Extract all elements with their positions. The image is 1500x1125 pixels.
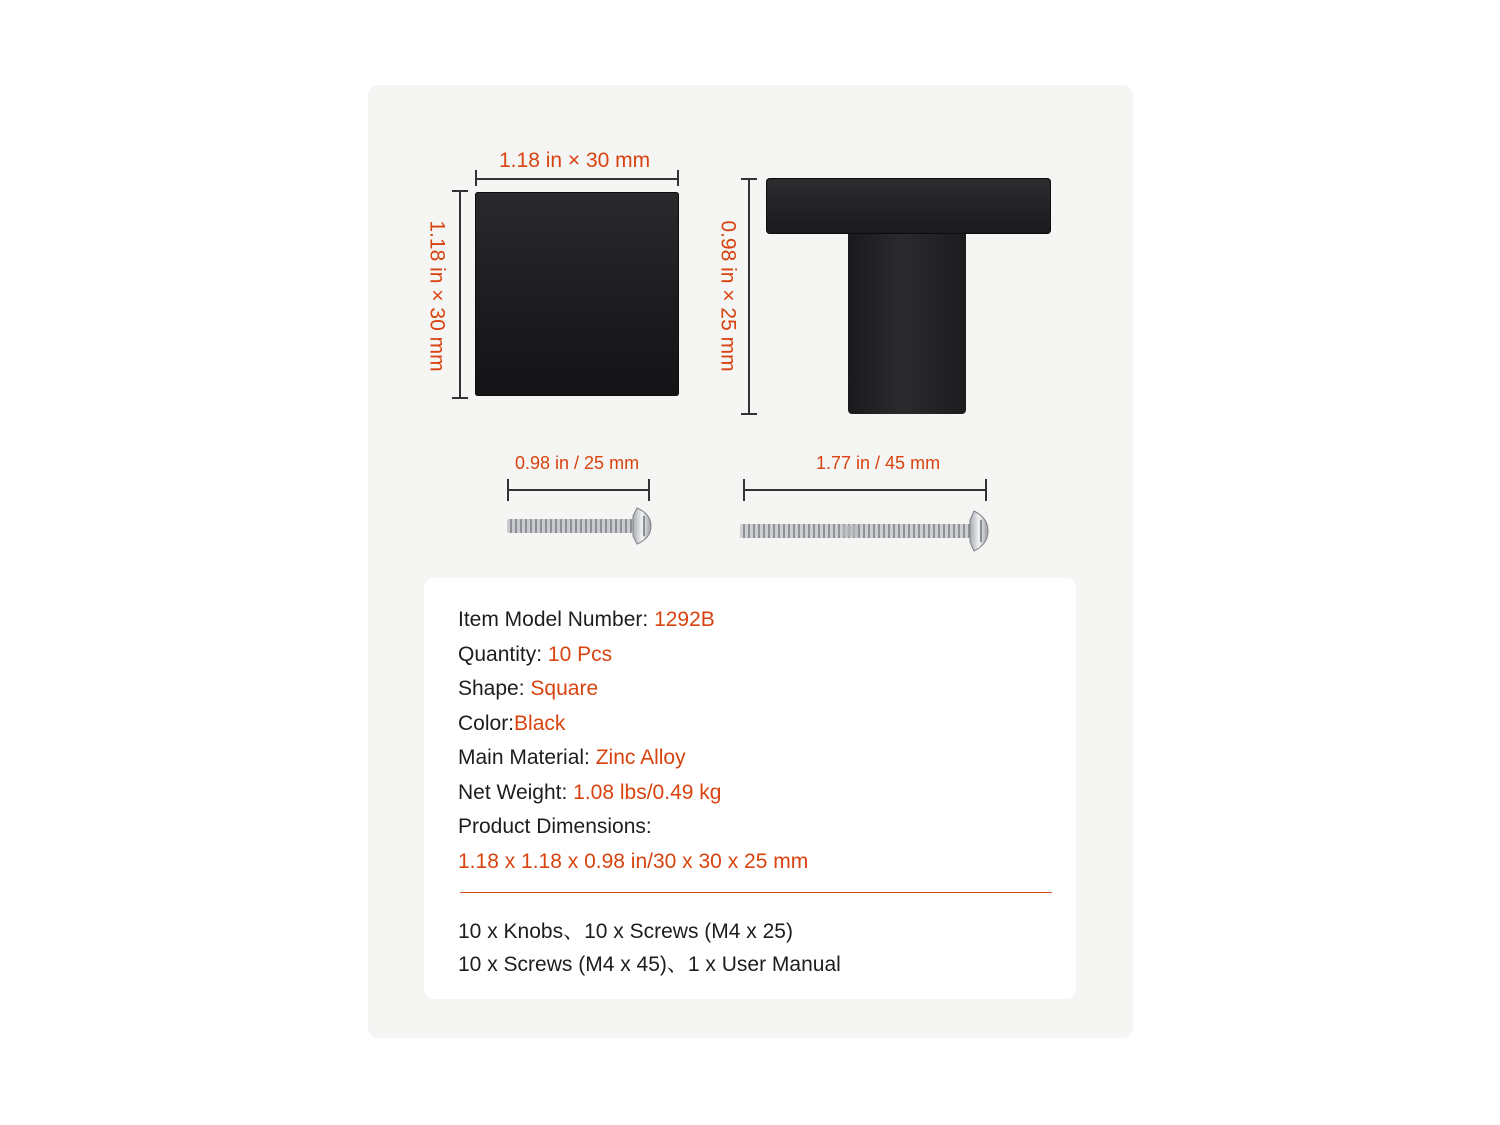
front-width-line — [475, 178, 679, 180]
product-dimensions-value: 1.18 x 1.18 x 0.98 in/30 x 30 x 25 mm — [458, 850, 809, 873]
spec-row-color: Color:Black — [458, 712, 566, 735]
side-height-label: 0.98 in × 25 mm — [716, 220, 740, 372]
knob-side-top — [766, 178, 1051, 234]
front-height-label: 1.18 in × 30 mm — [425, 220, 449, 372]
divider — [460, 892, 1052, 893]
spec-row-model: Item Model Number: 1292B — [458, 608, 715, 631]
short-screw-icon — [505, 504, 653, 552]
spec-row-shape: Shape: Square — [458, 677, 599, 700]
knob-front-view — [475, 192, 679, 396]
accessories-line-1: 10 x Knobs、10 x Screws (M4 x 25) — [458, 920, 793, 943]
long-screw-icon — [738, 506, 990, 556]
accessories-line-2: 10 x Screws (M4 x 45)、1 x User Manual — [458, 953, 841, 976]
long-screw-label: 1.77 in / 45 mm — [816, 453, 941, 473]
knob-side-stem — [848, 232, 966, 414]
spec-row-material: Main Material: Zinc Alloy — [458, 746, 686, 769]
side-height-line — [748, 178, 750, 414]
spec-row-weight: Net Weight: 1.08 lbs/0.49 kg — [458, 781, 722, 804]
short-screw-line — [507, 489, 650, 491]
spec-row-dimensions: Product Dimensions: — [458, 815, 652, 838]
front-height-line — [459, 190, 461, 398]
front-width-label: 1.18 in × 30 mm — [499, 149, 651, 172]
short-screw-label: 0.98 in / 25 mm — [515, 453, 640, 473]
spec-row-quantity: Quantity: 10 Pcs — [458, 643, 613, 666]
long-screw-line — [743, 489, 987, 491]
